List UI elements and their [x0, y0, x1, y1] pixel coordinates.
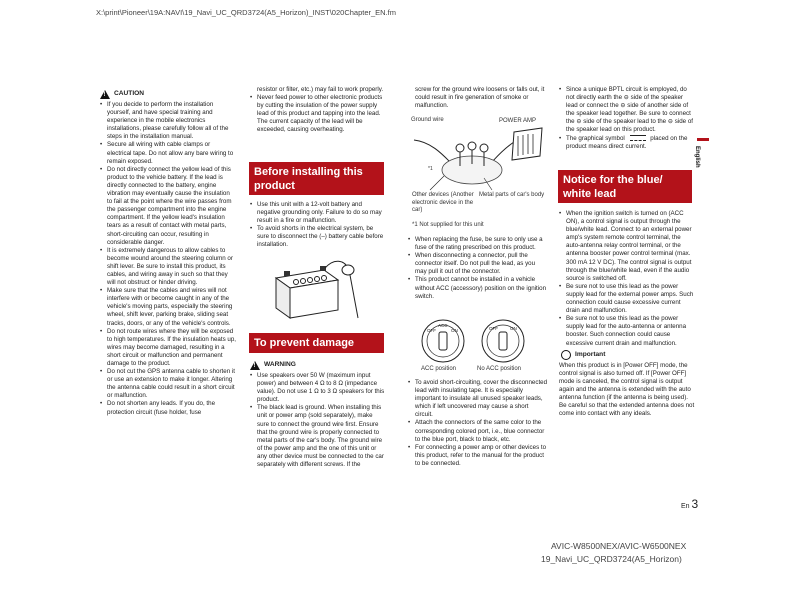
list-item: • Do not shorten any leads. If you do, the protection circuit (fuse holder, fuse: [100, 400, 236, 416]
warning-heading: [250, 361, 386, 370]
list-item: • Be sure not to use this lead as the power supply lead for the external power amps. Such connection could cause excessive current drain and malfunction.: [559, 283, 695, 315]
column-2-top: [250, 86, 386, 135]
language-tab-label: English: [694, 146, 700, 168]
important-label: Important: [575, 350, 606, 358]
caution-heading: [100, 90, 236, 99]
symbol-text-a: The graphical symbol: [566, 134, 625, 142]
language-tab-marker: [697, 138, 709, 141]
svg-text:ON: ON: [451, 328, 458, 333]
page-lang: En: [681, 503, 690, 510]
file-path-header: X:\print\Pioneer\19A:NAVI\19_Navi_UC_QRD3724(A5_Horizon)_INST\020Chapter_EN.fm: [96, 8, 397, 17]
dc-symbol-icon: [630, 135, 646, 141]
column-3-top: [408, 86, 548, 110]
list-item: • Do not cut the GPS antenna cable to shorten it or use an extension to make it longer. Altering the antenna cable could result in a short circuit or malfunction.: [100, 368, 236, 400]
list-item: • Since a unique BPTL circuit is employed, do not directly earth the ⊖ side of the speaker lead or connect the ⊖ side of another side of the speaker lead together. Be sure to connect the ⊖ side of the speaker lead to the ⊖ side of the speaker lead on this product.: [559, 86, 695, 135]
column-1: [100, 90, 236, 417]
column-2-prevent: [250, 361, 386, 469]
list-item: • When the ignition switch is turned on (ACC ON), a control signal is output through the blue/white lead. Connect to an external power amp's system remote control terminal, the auto-antenna relay control terminal, or the antenna booster power control terminal (max. 300 mA 12 V DC). The control signal is output through the blue/white lead, even if the audio source is switched off.: [559, 210, 695, 283]
caution-list: [100, 101, 236, 417]
list-item: • When disconnecting a connector, pull the connector itself. Do not pull the lead, as you may pull it out of the connector.: [408, 252, 548, 276]
column-4-top: [559, 86, 695, 151]
list-item: • When replacing the fuse, be sure to only use a fuse of the rating prescribed on this product.: [408, 236, 548, 252]
list-item: • Use speakers over 50 W (maximum input power) and between 4 Ω to 8 Ω (impedance value). Do not use 1 Ω to 3 Ω speakers for this product.: [250, 372, 386, 404]
ground-wire-diagram: [410, 126, 550, 192]
list-item: • Make sure that the cables and wires will not interfere with or become caught in any of the vehicle's moving parts, especially the steering wheel, shift lever, parking brake, sliding seat tracks, doors, or any of the vehicle's controls.: [100, 287, 236, 327]
page-number: [681, 497, 698, 511]
list-item: • Attach the connectors of the same color to the corresponding colored port, i.e., blue connector to the blue port, black to black, etc.: [408, 419, 548, 443]
list-item: [559, 135, 695, 151]
column-3-middle: [408, 236, 548, 301]
other-devices-label: Other devices (Another electronic device in the car): [412, 192, 474, 213]
ground-wire-label: Ground wire: [411, 117, 444, 123]
important-heading: [559, 350, 695, 360]
list-item: • This product cannot be installed in a vehicle without ACC (accessory) position on the ignition switch.: [408, 276, 548, 300]
caution-label: CAUTION: [114, 90, 145, 98]
list-item: • It is extremely dangerous to allow cables to become wound around the steering column or shift lever. Be sure to install this product, its cables, and wiring away in such so that they will not obstruct or hinder driving.: [100, 247, 236, 287]
footnote-text: *1 Not supplied for this unit: [412, 222, 484, 228]
column-3-bottom: [408, 379, 548, 468]
list-item: • Be sure not to use this lead as the power supply lead for the auto-antenna or antenna booster. Such connection could cause excessive current drain and malfunction.: [559, 315, 695, 347]
list-item: • Use this unit with a 12-volt battery and negative grounding only. Failure to do so may result in a fire or malfunction.: [250, 201, 386, 225]
acc-position-label: ACC position: [421, 366, 457, 372]
list-item: • To avoid shorts in the electrical system, be sure to disconnect the (–) battery cable before installation.: [250, 225, 386, 249]
no-acc-switch-illustration: [478, 318, 528, 364]
svg-text:OFF: OFF: [427, 328, 436, 333]
list-item: • The black lead is ground. When installing this unit or power amp (sold separately), make sure to connect the ground wire first. Ensure that the ground wire is properly connected to metal parts of the car's body. The ground wire of the power amp and the one of this unit or any other device must be connected to the car separately with different screws. If the: [250, 404, 386, 469]
warning-triangle-icon: [250, 361, 260, 370]
continued-text: resistor or filter, etc.) may fail to work properly.: [257, 86, 384, 93]
symbol-text-b: placed on the product means direct current.: [566, 134, 688, 150]
footer-code: 19_Navi_UC_QRD3724(A5_Horizon): [541, 554, 682, 564]
svg-text:ACC: ACC: [438, 323, 448, 328]
no-acc-position-label: No ACC position: [477, 366, 522, 372]
warning-triangle-icon: [100, 90, 110, 99]
footnote-mark: *1: [428, 166, 433, 172]
column-4-notice: [559, 210, 695, 418]
svg-text:OFF: OFF: [489, 326, 498, 331]
important-icon: [561, 350, 571, 360]
metal-parts-label: Metal parts of car's body: [479, 192, 545, 198]
list-item: • Secure all wiring with cable clamps or electrical tape. Do not allow any bare wiring to remain exposed.: [100, 141, 236, 165]
list-item: • For connecting a power amp or other devices to this product, refer to the manual for the product to be connected.: [408, 444, 548, 468]
important-text: When this product is in [Power OFF] mode, the control signal is also turned off. If [Power OFF] mode is canceled, the control signal is output again and the antenna is extended with the auto antenna function (if the antenna is being used). Be careful so that the extended antenna does not come into contact with any ideals.: [559, 361, 695, 418]
before-installing-heading: Before installing this product: [249, 162, 384, 195]
column-2-before: [250, 201, 386, 250]
continued-text: screw for the ground wire loosens or falls out, it could result in fire generation of smoke or malfunction.: [415, 86, 545, 110]
prevent-damage-heading: To prevent damage: [249, 333, 384, 353]
page-number-value: 3: [691, 497, 699, 511]
power-amp-label: POWER AMP: [499, 118, 537, 124]
footer-model: AVIC-W8500NEX/AVIC-W6500NEX: [551, 541, 687, 551]
warning-label: WARNING: [264, 361, 296, 369]
acc-switch-illustration: [418, 318, 468, 364]
battery-illustration: [268, 256, 364, 326]
notice-blue-white-heading: Notice for the blue/ white lead: [558, 170, 692, 203]
list-item: • Do not directly connect the yellow lead of this product to the vehicle battery. If the lead is directly connected to the battery, engine vibration may eventually cause the insulation to fail at the point where the wire passes from the passenger compartment into the engine compartment. If the yellow lead's insulation tears as a result of contact with metal parts, short-circuiting can occur, resulting in considerable danger.: [100, 166, 236, 247]
list-item: • If you decide to perform the installation yourself, and have special training and experience in the mobile electronics installations, please carefully follow all of the steps in the installation manual.: [100, 101, 236, 141]
list-item: • Never feed power to other electronic products by cutting the insulation of the power supply lead of this product and tapping into the lead. The current capacity of the lead will be exceeded, causing overheating.: [250, 94, 386, 134]
list-item: • Do not route wires where they will be exposed to high temperatures. If the insulation heats up, wires may become damaged, resulting in a short circuit or malfunction and permanent damage to the product.: [100, 328, 236, 368]
list-item: • To avoid short-circuiting, cover the disconnected lead with insulating tape. It is especially important to insulate all unused speaker leads, which if left uncovered may cause a short circuit.: [408, 379, 548, 419]
svg-text:ON: ON: [510, 326, 517, 331]
